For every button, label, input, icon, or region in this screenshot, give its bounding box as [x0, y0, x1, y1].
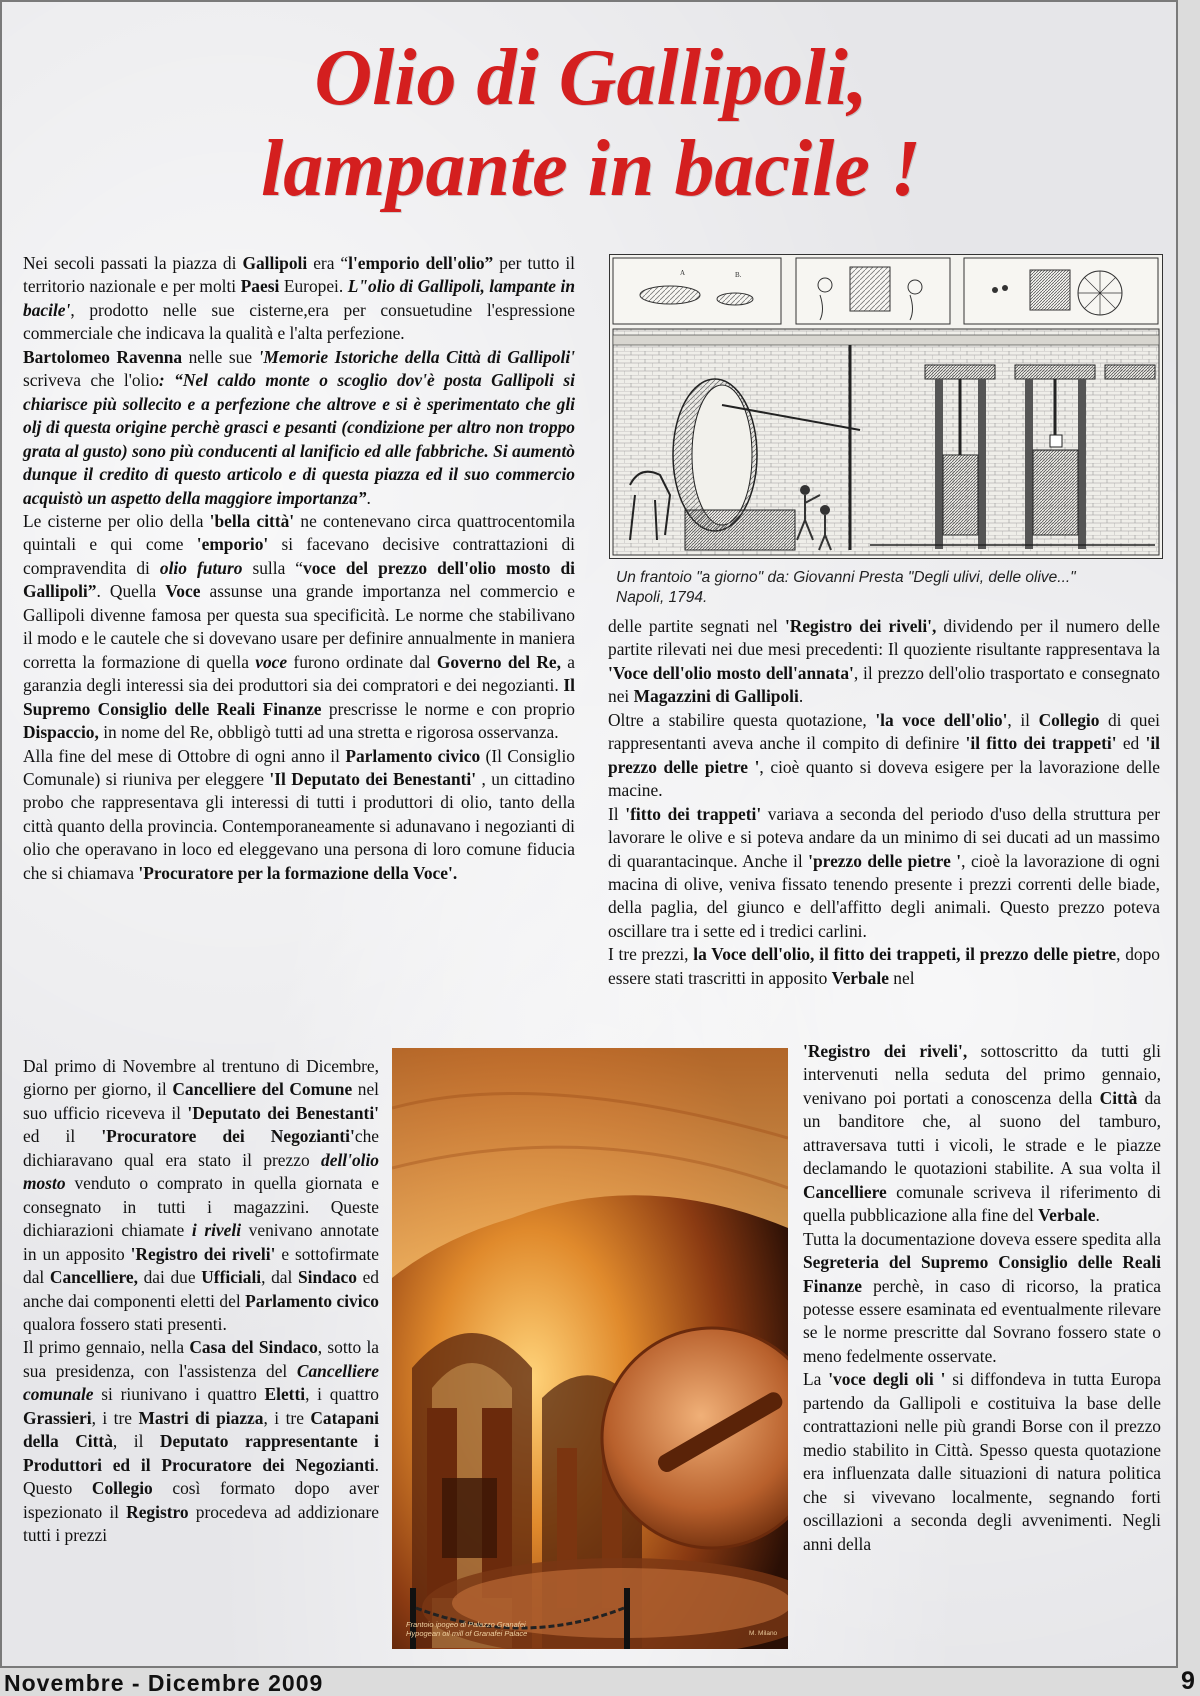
photo-credit: M. Milano [749, 1630, 778, 1637]
emphasis-text: Il Supremo Consiglio delle Reali Finanze [23, 675, 575, 719]
engraving-caption-line2: Napoli, 1794. [616, 589, 708, 606]
emphasis-text: Cancelliere del Comune [172, 1079, 353, 1100]
paragraph [608, 943, 1160, 990]
emphasis-text: 'il prezzo delle pietre ' [608, 733, 1160, 777]
emphasis-text: Cancelliere [803, 1181, 887, 1202]
emphasis-text: Verbale [831, 967, 889, 988]
emphasis-text: Governo del Re, [436, 651, 561, 672]
body-text: si facevano decisive contrattazioni di compravendita di [23, 534, 575, 578]
emphasis-text: 'Registro dei riveli', [784, 616, 937, 636]
body-text: Il [608, 803, 626, 824]
article-title-line2: lampante in bacile ! [261, 125, 921, 213]
emphasis-text: Deputato rappresentante i Produttori ed il Procuratore dei Negozianti [23, 1431, 379, 1475]
engraving-caption-line1: Un frantoio "a giorno" da: Giovanni Presta "Degli ulivi, delle olive..." [616, 569, 1076, 586]
emphasis-text: la Voce dell'olio, il fitto dei trappeti, il prezzo delle pietre [693, 944, 1117, 965]
emphasis-text: Parlamento civico [245, 1290, 379, 1311]
paragraph [23, 1336, 379, 1547]
body-text: perchè, in caso di ricorso, la pratica potesse essere esaminata ed eventualmente rilevare se le norme prescritte dal Sovrano fossero state o meno fedelmente osservate. [803, 1275, 1161, 1366]
emphasis-text: 'la voce dell'olio' [875, 709, 1008, 730]
emphasis-text: Ufficiali [201, 1267, 262, 1288]
emphasis-text: 'Voce dell'olio mosto dell'annata' [608, 662, 854, 683]
body-text: procedeva ad addizionare tutti i prezzi [23, 1501, 379, 1546]
body-text: variava a seconda del periodo d'uso della struttura per lavorare le olive e si poteva andare da un minimo di sei ducati ad un massimo di quarantacinque. Anche il [608, 803, 1160, 871]
paragraph [23, 1055, 379, 1336]
emphasis-text: Gallipoli [242, 253, 308, 273]
body-text: nelle sue [182, 346, 259, 367]
emphasis-text: Paesi [240, 276, 280, 297]
body-column-left-bottom [23, 1055, 379, 1548]
body-text: . [366, 487, 371, 508]
body-text: qualora fossero stati presenti. [23, 1313, 227, 1334]
body-text: da un banditore che, al suono del tamburo, attraversava tutti i vicoli, le strade e le piazze declamando le quotazioni stabilite. A sua volta il [803, 1087, 1161, 1179]
photo-caption-line2: Hypogean oil mill of Granafei Palace [406, 1629, 528, 1638]
emphasis-text: Collegio [91, 1478, 153, 1499]
emphasis-text: 'prezzo delle pietre ' [808, 850, 962, 871]
photo-caption [406, 1620, 527, 1638]
oil-mill-photo-drawing [392, 1048, 788, 1649]
body-text: ne contenevano circa quattrocentomila quintali e qui come [23, 510, 575, 555]
body-text: . [1095, 1205, 1100, 1226]
body-text: così formato dopo aver ispezionato il [23, 1478, 379, 1522]
emphasis-text: Magazzini di Gallipoli [633, 686, 799, 707]
emphasis-text: Voce [165, 581, 201, 602]
emphasis-text: Registro [126, 1501, 189, 1522]
body-text: in nome del Re, obbligò tutti ad una stretta e rigorosa osservanza. [98, 722, 559, 743]
body-text: nel suo ufficio riceveva il [23, 1079, 380, 1123]
body-text: La [803, 1369, 829, 1390]
body-text: , i tre [91, 1407, 139, 1428]
emphasis-text: 'voce degli oli ' [828, 1369, 946, 1390]
paragraph [608, 709, 1160, 803]
svg-text:B.: B. [735, 271, 742, 279]
body-column-left-top [23, 252, 575, 885]
emphasis-text: i riveli [191, 1220, 242, 1241]
body-text: si diffondeva in tutta Europa partendo da Gallipoli e costituiva la base delle contrattazioni nelle più grandi Borse con il prezzo medio stabilito in Città. Spesso questa quotazione era influenzata dalle situazioni di natura politica che si vivevano localmente, segnando forti oscillazioni a seconda degli avvenimenti. Negli anni della [803, 1369, 1161, 1554]
emphasis-text: 'Registro dei riveli' [130, 1243, 276, 1264]
body-text: ed il [23, 1126, 102, 1147]
emphasis-text: l'emporio dell'olio” [348, 253, 494, 273]
photo-caption-line1: Frantoio ipogeo di Palazzo Granafei [406, 1620, 526, 1629]
engraving-caption [616, 568, 1161, 608]
body-text: scriveva che l'olio [23, 370, 159, 391]
olive-mill-engraving [609, 254, 1163, 559]
paragraph [23, 510, 575, 745]
page-number: 9 [1181, 1667, 1195, 1695]
body-text: che dichiaravano qual era stato il prezzo [23, 1126, 379, 1170]
body-text: Le cisterne per olio della [23, 510, 210, 531]
paragraph [803, 1040, 1161, 1228]
emphasis-text: dell'olio mosto [23, 1149, 379, 1194]
paragraph [608, 803, 1160, 944]
body-text: per tutto il territorio nazionale e per molti [23, 253, 575, 297]
body-text: , i tre [263, 1407, 311, 1428]
emphasis-text: 'Procuratore per la formazione della Voce'. [138, 862, 458, 883]
emphasis-text: : “Nel caldo monte o scoglio dov'è posta Gallipoli si chiarisce più sollecito e a perfezione che altrove e si è sperimentato che gli olj di questa origine perchè grasci e pesanti (condizione per altro non troppo grata al gusto) sono più conducenti al lanificio ed alle fabbriche. Si aumentò dunque il credito di questo articolo e di questa piazza ed il suo commercio acquistò un aspetto della maggiore importanza” [23, 370, 575, 508]
paragraph [23, 346, 575, 510]
body-text: sottoscritto da tutti gli intervenuti nella seduta del primo gennaio, venivano poi portati a conoscenza della [803, 1041, 1161, 1108]
emphasis-text: Bartolomeo Ravenna [23, 346, 183, 367]
emphasis-text: Catapani della Città [23, 1407, 379, 1452]
body-text: Nei secoli passati la piazza di [23, 253, 243, 273]
body-text: venivano annotate in un apposito [23, 1220, 379, 1264]
emphasis-text: olio futuro [159, 557, 243, 578]
body-text: Alla fine del mese di Ottobre di ogni anno il [23, 745, 346, 766]
olive-mill-engraving-drawing [610, 255, 1162, 558]
body-text: , il [1007, 709, 1039, 730]
paragraph [803, 1228, 1161, 1369]
body-text: , i quattro [305, 1384, 379, 1405]
body-text: Il primo gennaio, nella [23, 1337, 190, 1358]
emphasis-text: Grassieri [23, 1407, 92, 1428]
body-text: , prodotto nelle sue cisterne,era per consuetudine l'espressione commerciale che indicava la qualità e l'alta perfezione. [23, 299, 575, 344]
body-text: Dal primo di Novembre al trentuno di Dicembre, giorno per giorno, il [23, 1056, 379, 1100]
emphasis-text: 'Registro dei riveli', [803, 1041, 968, 1061]
body-text: , cioè la lavorazione di ogni macina di olive, veniva fissato tenendo presente i prezzi correnti delle biade, della paglia, del giunco e dell'affitto degli animali. Questo prezzo poteva oscillare tra i sette ed i tredici carlini. [608, 850, 1161, 941]
body-text: , dal [261, 1267, 298, 1288]
emphasis-text: Cancelliere comunale [23, 1360, 379, 1405]
body-column-right-top [608, 615, 1160, 990]
article-title-line1: Olio di Gallipoli, [314, 34, 868, 122]
svg-text:A: A [680, 269, 686, 277]
emphasis-text: L"olio di Gallipoli, lampante in bacile' [23, 276, 575, 320]
body-text: comunale scriveva il riferimento di quella pubblicazione alla fine del [803, 1181, 1161, 1226]
body-text: nel [888, 967, 915, 988]
emphasis-text: 'Il Deputato dei Benestanti' [269, 768, 477, 789]
emphasis-text: Parlamento civico [345, 745, 481, 766]
body-text: si riunivano i quattro [93, 1384, 265, 1405]
emphasis-text: 'bella città' [209, 510, 295, 531]
body-text: , il prezzo dell'olio trasportato e consegnato nei [608, 662, 1160, 707]
hypogean-oil-mill-photo [392, 1048, 788, 1649]
body-text: Tutta la documentazione doveva essere spedita alla [803, 1228, 1161, 1249]
emphasis-text: 'emporio' [196, 534, 269, 555]
emphasis-text: Cancelliere, [49, 1267, 138, 1288]
paragraph [803, 1368, 1161, 1556]
emphasis-text: Verbale [1038, 1205, 1096, 1226]
body-text: a garanzia degli interessi sia dei produttori sia dei compratori e dei negozianti. [23, 651, 575, 696]
body-text: furono ordinate dal [287, 651, 437, 672]
emphasis-text: 'Deputato dei Benestanti' [187, 1102, 379, 1123]
emphasis-text: Eletti [264, 1384, 306, 1405]
emphasis-text: Casa del Sindaco [189, 1337, 318, 1358]
body-text: di quei rappresentanti aveva anche il compito di definire [608, 709, 1161, 754]
emphasis-text: Sindaco [297, 1267, 357, 1288]
emphasis-text: Collegio [1038, 709, 1100, 730]
body-text: dividendo per il numero delle partite rilevati nei due mesi precedenti: Il quoziente risultante rappresentava la [608, 616, 1160, 660]
body-text: e sottofirmate dal [23, 1243, 379, 1288]
body-text: . Questo [23, 1454, 379, 1499]
emphasis-text: voce del prezzo dell'olio mosto di Gallipoli” [23, 557, 575, 602]
body-text: , sotto la sua presidenza, con l'assistenza del [23, 1337, 380, 1381]
emphasis-text: 'il fitto dei trappeti' [965, 733, 1117, 754]
body-text: , il [112, 1431, 160, 1452]
paragraph [608, 615, 1160, 709]
issue-date-footer: Novembre - Dicembre 2009 [4, 1670, 324, 1696]
body-text: I tre prezzi, [608, 944, 694, 965]
body-text: venduto o comprato in quella giornata e consegnato in tutti i magazzini. Queste dichiarazioni chiamate [23, 1173, 379, 1241]
body-text: ed [1116, 733, 1146, 754]
body-text: ed anche dai componenti eletti del [23, 1267, 380, 1311]
body-text: , un cittadino probo che rappresentava gli interessi di tutti i produttori di olio, tanto della città quanto della provincia. Contemporaneamente si adunavano i negozianti di olio che operavano in loco ed eleggevano una persona di loro comune fiducia che si chiamava [23, 768, 575, 883]
paragraph [23, 252, 575, 346]
body-text: era “ [307, 253, 349, 273]
body-text: prescrisse le norme e con proprio [321, 698, 575, 719]
emphasis-text: voce [255, 651, 288, 672]
body-text: delle partite segnati nel [608, 616, 785, 636]
body-text: , dopo essere stati trascritti in apposito [608, 944, 1160, 988]
emphasis-text: Città [1099, 1087, 1138, 1108]
body-text: , cioè quanto si doveva esigere per la lavorazione delle macine. [608, 756, 1161, 801]
body-text: sulla “ [242, 557, 304, 578]
paragraph [23, 745, 575, 886]
body-text: Oltre a stabilire questa quotazione, [608, 709, 876, 730]
body-column-right-bottom [803, 1040, 1161, 1556]
emphasis-text: 'fitto dei trappeti' [625, 803, 762, 824]
emphasis-text: Mastri di piazza [138, 1407, 264, 1428]
emphasis-text: Segreteria del Supremo Consiglio delle Reali Finanze [803, 1252, 1161, 1296]
body-text: Europei. [279, 276, 348, 297]
body-text: . [798, 686, 804, 707]
body-text: (Il Consiglio Comunale) si riuniva per eleggere [23, 745, 575, 789]
emphasis-text: Dispaccio, [23, 722, 99, 743]
emphasis-text: 'Memorie Istoriche della Città di Gallipoli' [258, 346, 575, 367]
body-text: . Quella [96, 581, 166, 602]
body-text: assunse una grande importanza nel commercio e Gallipoli divenne famosa per questa sua specificità. Le norme che stabilivano il modo e le cautele che si dovevano usare per definire annualmente in maniera corretta la formazione di quella [23, 581, 575, 672]
emphasis-text: 'Procuratore dei Negozianti' [101, 1126, 355, 1147]
body-text: dai due [137, 1267, 202, 1288]
